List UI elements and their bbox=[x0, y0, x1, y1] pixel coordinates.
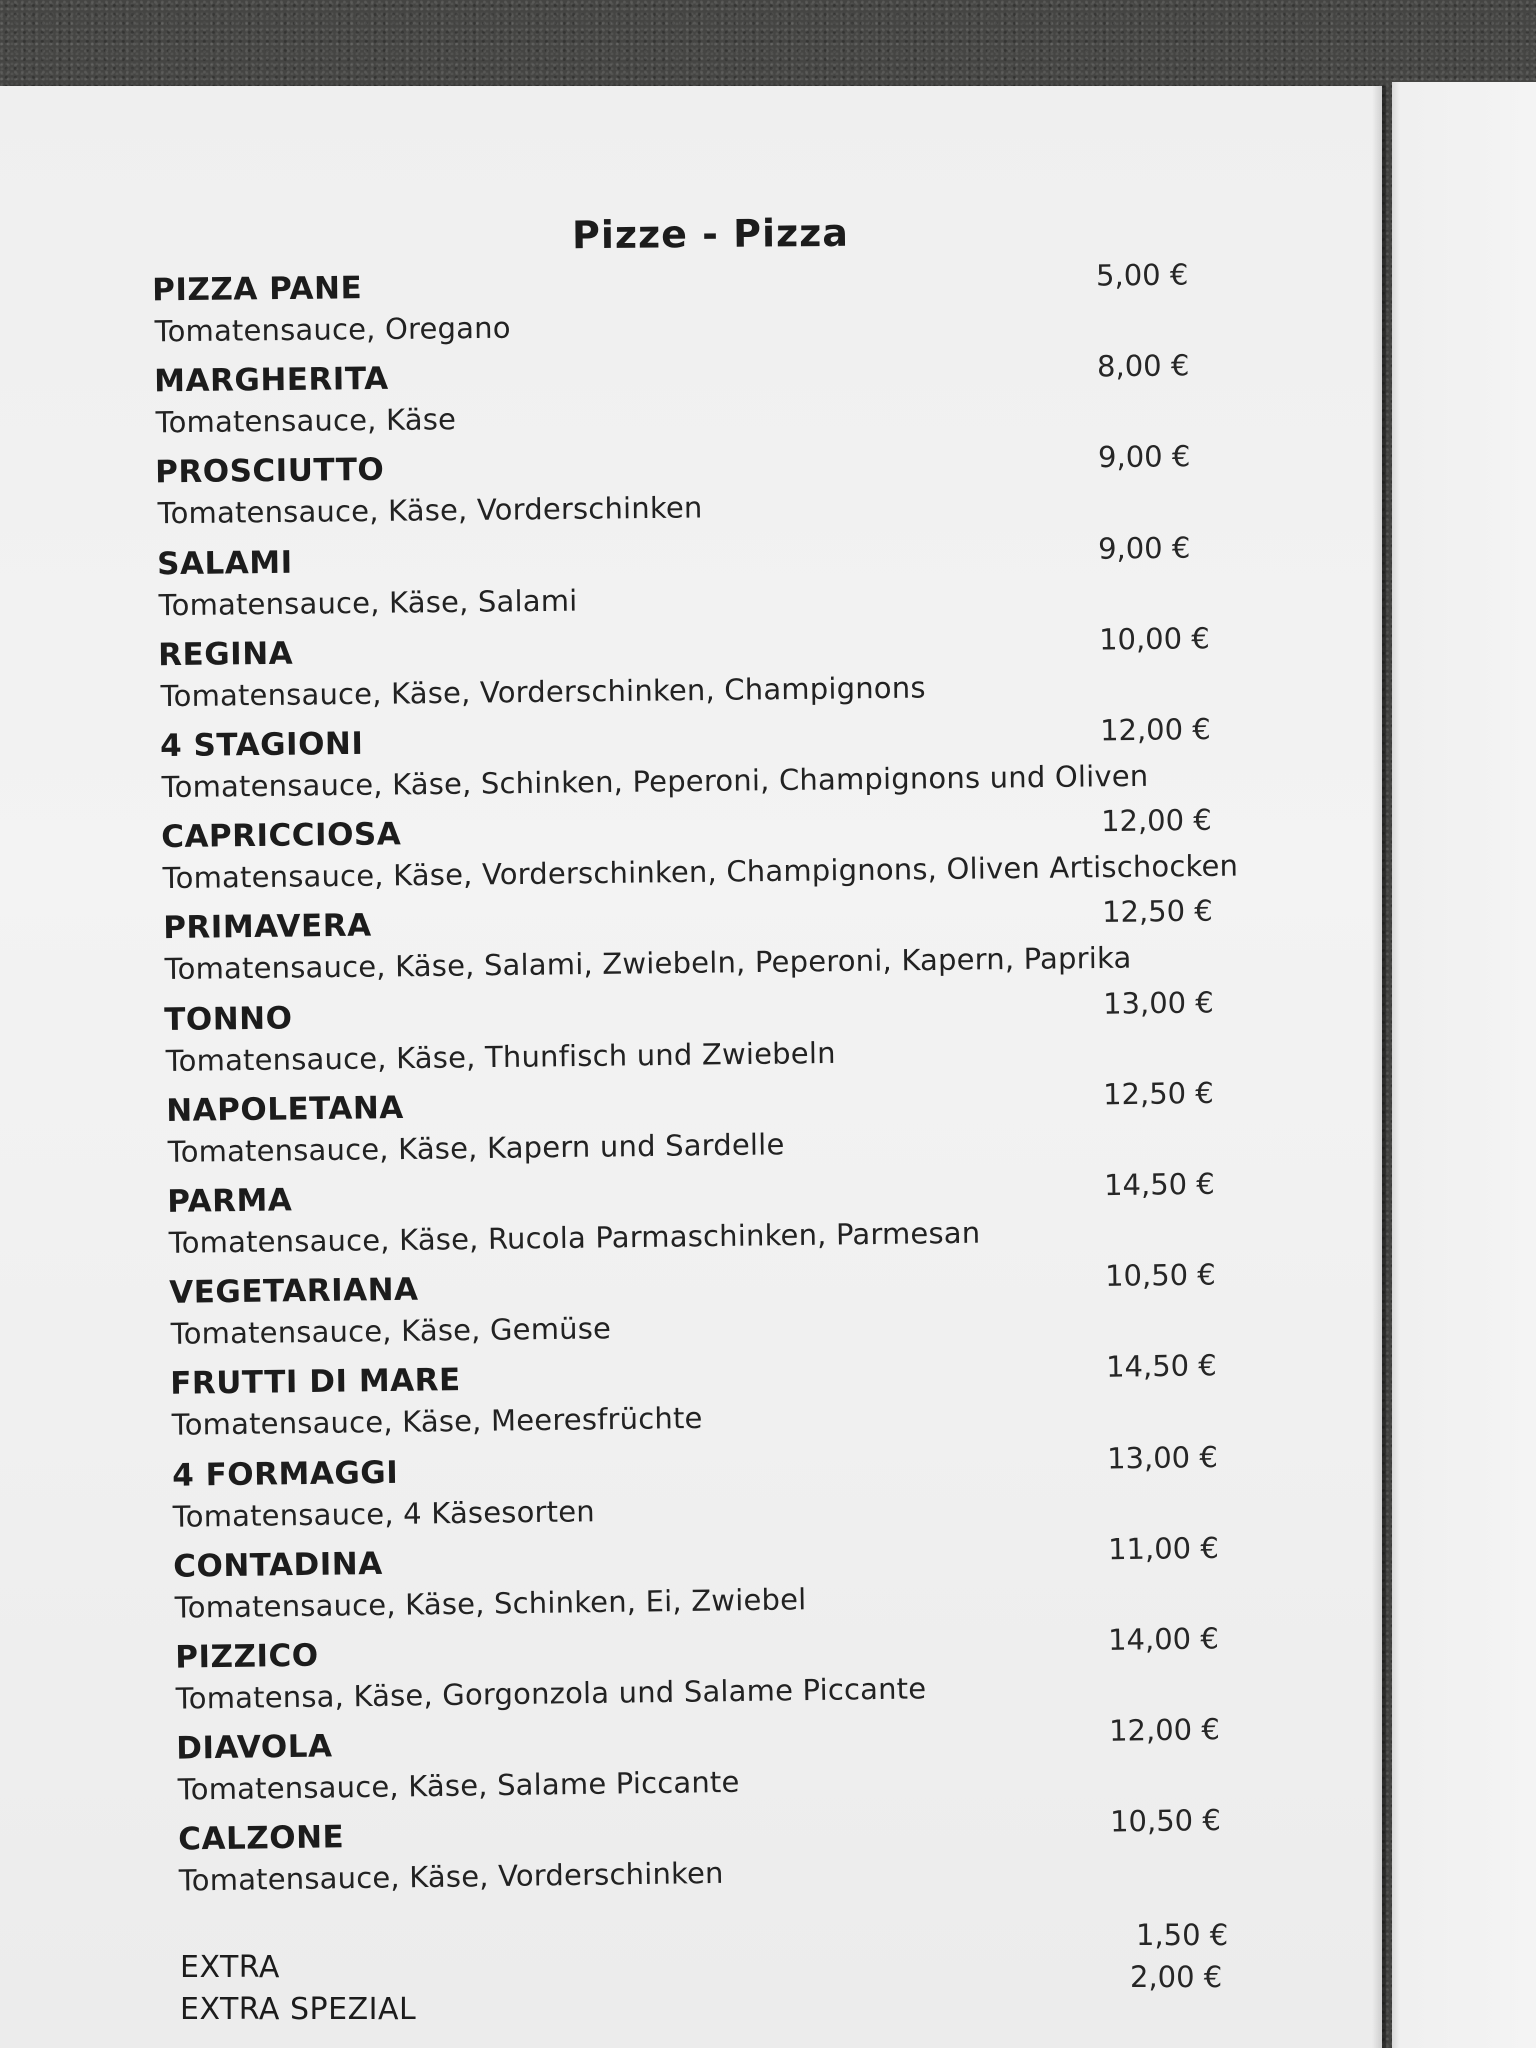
menu-item-name: REGINA bbox=[157, 635, 294, 674]
menu-item-name: CALZONE bbox=[177, 1819, 345, 1858]
menu-item-name: PIZZA PANE bbox=[151, 270, 363, 309]
menu-item-name: PRIMAVERA bbox=[162, 907, 372, 947]
menu-item-description: Tomatensauce, Käse, Thunfisch und Zwiebeln bbox=[165, 1035, 836, 1079]
menu-item-name: CAPRICCIOSA bbox=[160, 816, 402, 856]
extra-name: EXTRA bbox=[180, 1950, 280, 1985]
menu-item-price: 14,50 € bbox=[1105, 1348, 1217, 1384]
menu-item-description: Tomatensauce, Käse, Vorderschinken, Champignons bbox=[160, 670, 926, 714]
menu-item-price: 9,00 € bbox=[1097, 530, 1191, 566]
menu-item-price: 10,00 € bbox=[1098, 621, 1210, 657]
menu-item-description: Tomatensauce, Käse, Schinken, Ei, Zwiebel bbox=[174, 1582, 807, 1625]
menu-item-description: Tomatensauce, Käse, Salami, Zwiebeln, Peperoni, Kapern, Paprika bbox=[164, 940, 1132, 987]
menu-item-name: 4 FORMAGGI bbox=[171, 1454, 399, 1494]
menu-item-price: 5,00 € bbox=[1095, 257, 1189, 293]
menu-item-description: Tomatensauce, Käse bbox=[155, 402, 457, 440]
menu-item-description: Tomatensauce, Käse, Vorderschinken bbox=[178, 1855, 724, 1898]
menu-item-name: TONNO bbox=[163, 1000, 293, 1039]
menu-item-name: 4 STAGIONI bbox=[159, 725, 364, 765]
menu-item-name: FRUTTI DI MARE bbox=[169, 1362, 461, 1402]
menu-item-price: 12,00 € bbox=[1100, 802, 1212, 839]
menu-item-name: PIZZICO bbox=[174, 1637, 319, 1676]
menu-item-price: 10,50 € bbox=[1104, 1257, 1216, 1293]
menu-item-price: 8,00 € bbox=[1096, 348, 1190, 384]
menu-item-description: Tomatensauce, Käse, Vorderschinken bbox=[157, 490, 703, 531]
menu-item-price: 13,00 € bbox=[1102, 985, 1214, 1021]
menu-item-description: Tomatensauce, Käse, Gemüse bbox=[170, 1311, 612, 1351]
menu-item-description: Tomatensauce, Käse, Salami bbox=[158, 583, 578, 623]
menu-title: Pizze - Pizza bbox=[571, 210, 850, 258]
menu-item-price: 10,50 € bbox=[1109, 1802, 1222, 1839]
menu-item-price: 12,50 € bbox=[1101, 893, 1213, 929]
menu-item-name: VEGETARIANA bbox=[168, 1271, 419, 1311]
menu-item-description: Tomatensauce, Käse, Meeresfrüchte bbox=[171, 1400, 703, 1442]
menu-item-description: Tomatensauce, Käse, Rucola Parmaschinken, Parmesan bbox=[168, 1215, 981, 1260]
extra-price: 2,00 € bbox=[1130, 1960, 1223, 1994]
menu-item-price: 14,00 € bbox=[1107, 1621, 1219, 1657]
menu-item-description: Tomatensauce, Oregano bbox=[154, 310, 511, 349]
menu-item-price: 11,00 € bbox=[1107, 1530, 1219, 1567]
menu-item-price: 12,50 € bbox=[1102, 1075, 1214, 1112]
menu-item-description: Tomatensauce, 4 Käsesorten bbox=[172, 1494, 596, 1534]
menu-item-description: Tomatensa, Käse, Gorgonzola und Salame Piccante bbox=[175, 1671, 927, 1716]
second-menu-page bbox=[1392, 82, 1536, 2048]
menu-item-name: PARMA bbox=[166, 1182, 293, 1220]
menu-item-name: NAPOLETANA bbox=[165, 1089, 405, 1129]
menu-item-name: DIAVOLA bbox=[175, 1728, 333, 1767]
menu-item-price: 9,00 € bbox=[1097, 439, 1191, 475]
menu-item-description: Tomatensauce, Käse, Schinken, Peperoni, Champignons und Oliven bbox=[161, 758, 1149, 805]
menu-item-name: CONTADINA bbox=[172, 1545, 383, 1585]
menu-item-description: Tomatensauce, Käse, Vorderschinken, Champignons, Oliven Artischocken bbox=[162, 848, 1239, 896]
menu-item-description: Tomatensauce, Käse, Salame Piccante bbox=[177, 1764, 740, 1807]
menu-item-name: PROSCIUTTO bbox=[154, 451, 385, 491]
menu-item-price: 14,50 € bbox=[1103, 1166, 1215, 1203]
menu-item-price: 12,00 € bbox=[1099, 712, 1211, 748]
menu-item-name: SALAMI bbox=[156, 544, 293, 583]
menu-item-name: MARGHERITA bbox=[153, 360, 389, 400]
menu-item-description: Tomatensauce, Käse, Kapern und Sardelle bbox=[167, 1127, 785, 1169]
extra-price: 1,50 € bbox=[1136, 1918, 1229, 1952]
menu-item-price: 13,00 € bbox=[1106, 1440, 1218, 1476]
menu-item-price: 12,00 € bbox=[1108, 1712, 1221, 1748]
extra-name: EXTRA SPEZIAL bbox=[180, 1992, 417, 2027]
